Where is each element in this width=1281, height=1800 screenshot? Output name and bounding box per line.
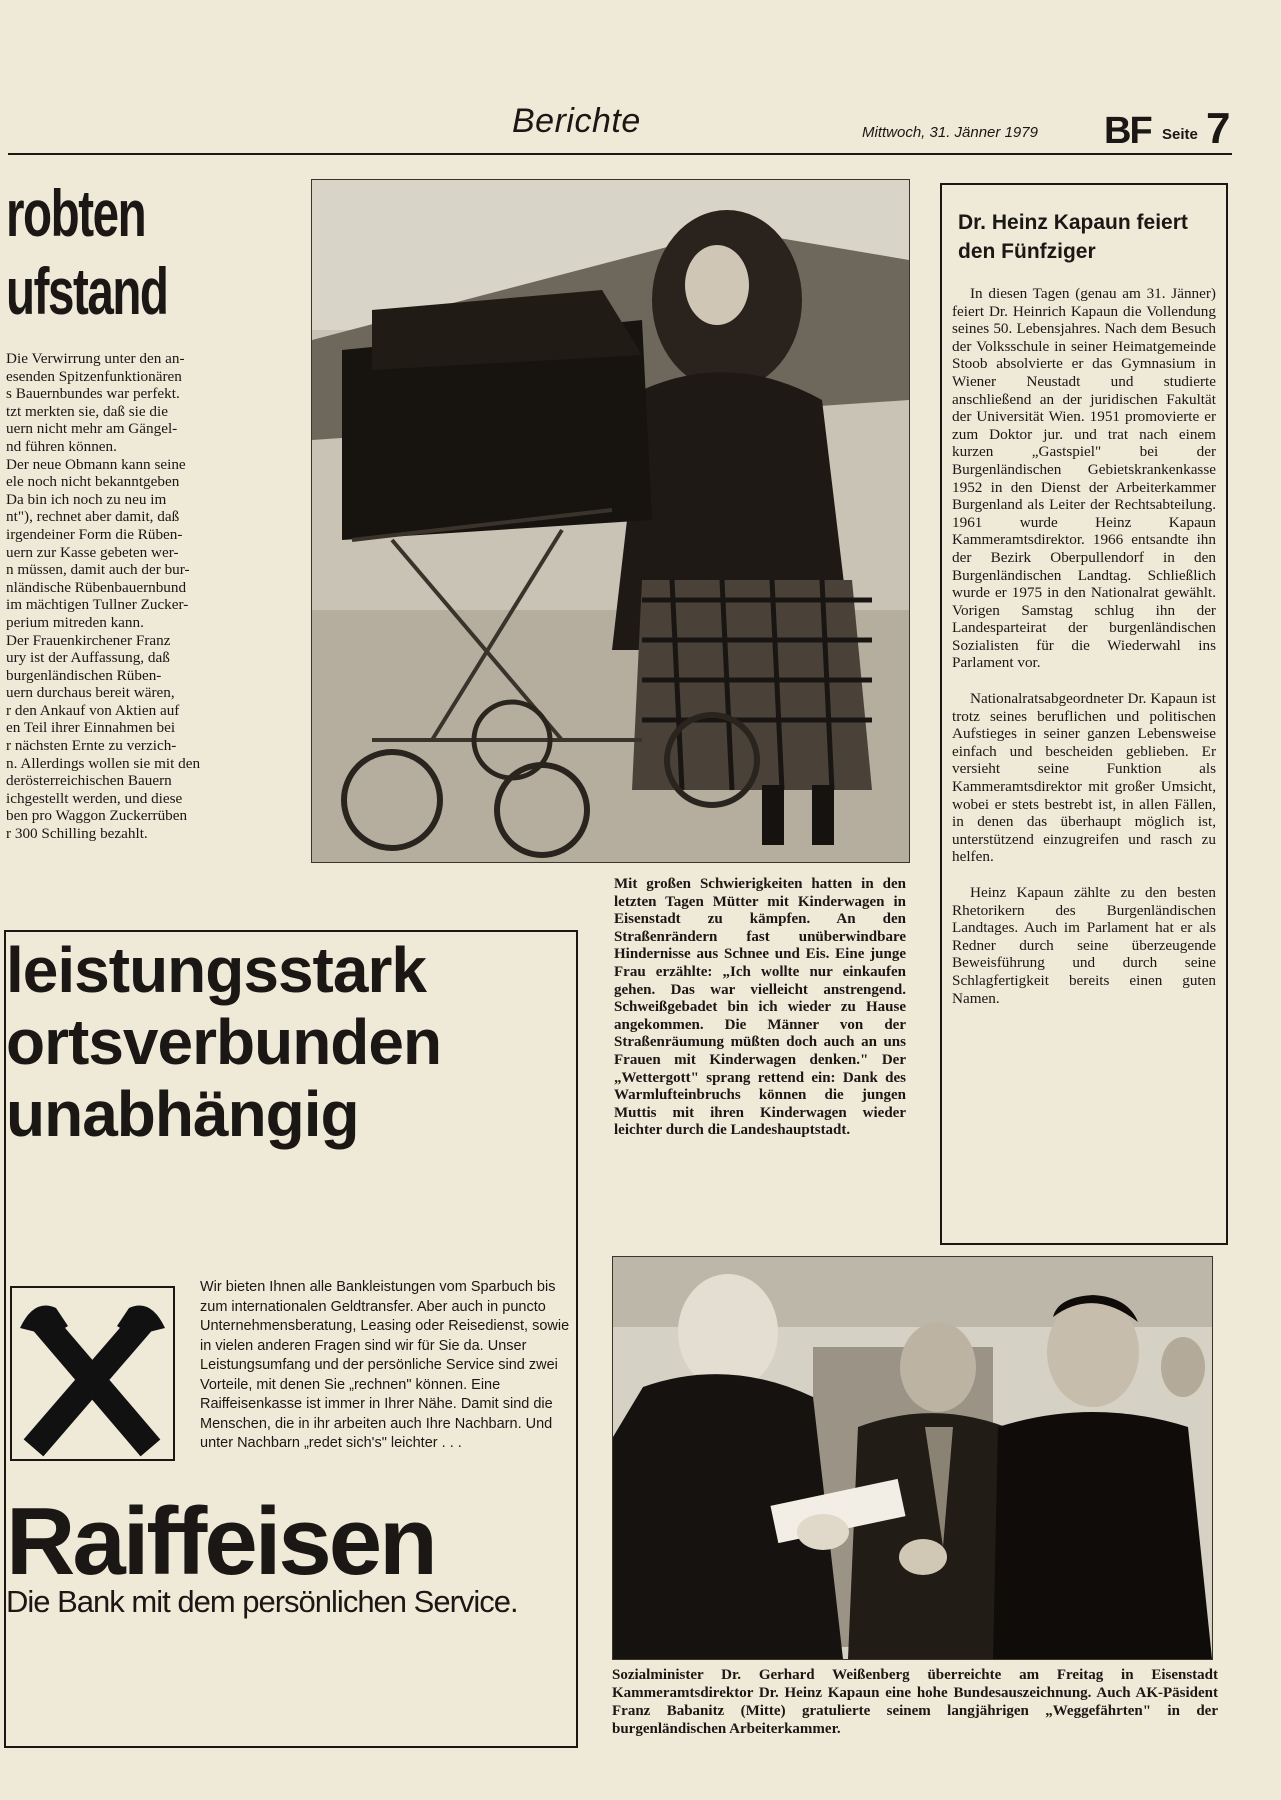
kapaun-paragraph: In diesen Tagen (genau am 31. Jänner) feiert Dr. Heinrich Kapaun die Vollendung seines 50. Lebensjahres. Nach dem Besuch der Volksschule in seiner Heimatgemeinde Stoob absolvierte er das Gymnasium in Wiener Neustadt und studierte anschließend an der juridischen Fakultät der Universität Wien. 1951 promovierte er zum Doktor jur. und trat nach einem kurzen „Gastspiel" bei der Burgenländischen Gebietskrankenkasse 1952 in den Dienst der Arbeiterkammer Burgenland als Leiter der Rechtsabteilung. 1961 wurde Heinz Kapaun Kammeramtsdirektor. 1966 entsandte ihn der Bezirk Oberpullendorf in den Burgenländischen Landtag. Schließlich wurde er 1975 in den Nationalrat gewählt. Vorigen Samstag schlug ihn der Landesparteirat der burgenländischen Sozialisten für die Wiederwahl ins Parlament vor. bbox=[952, 285, 1216, 672]
raiffeisen-logo bbox=[10, 1286, 175, 1461]
ad-brand-name: Raiffeisen bbox=[6, 1488, 435, 1595]
award-photo-caption: Sozialminister Dr. Gerhard Weißenberg überreichte am Freitag in Eisenstadt Kammeramtsdirektor Dr. Heinz Kapaun eine hohe Bundesauszeichnung. Auch AK-Päsident Franz Babanitz (Mitte) gratulierte seinem langjährigen „Weggefährten" in der burgenländischen Arbeiterkammer. bbox=[612, 1667, 1218, 1737]
award-photo bbox=[612, 1256, 1213, 1660]
issue-date: Mittwoch, 31. Jänner 1979 bbox=[862, 124, 1038, 141]
kapaun-article-body bbox=[952, 285, 1216, 1025]
header-rule bbox=[8, 153, 1232, 155]
headline-line2: ufstand bbox=[6, 254, 168, 328]
page-label: Seite bbox=[1162, 126, 1198, 143]
pram-photo-image bbox=[312, 180, 909, 862]
crossed-gables-icon bbox=[12, 1288, 173, 1459]
newspaper-logo: BF bbox=[1104, 110, 1151, 152]
left-paragraph: Der neue Obmann kann seine ele noch nicht bekanntgeben Da bin ich noch zu neu im nt"), rechnet aber damit, daß irgendeiner Form die Rüben- uern zur Kasse gebeten wer- n müssen, damit auch der bur- nländische Rübenbauernbund im mächtigen Tullner Zucker- perium mitreden kann. bbox=[6, 455, 190, 631]
pram-photo-caption: Mit großen Schwierigkeiten hatten in den letzten Tagen Mütter mit Kinderwagen in Eisenstadt zu kämpfen. An den Straßenrändern fast unüberwindbare Hindernisse aus Schnee und Eis. Eine junge Frau erzählte: „Ich wollte nur einkaufen gehen. Das war vielleicht anstrengend. Schweißgebadet bin ich wieder zu Hause angekommen. Die Männer von der Straßenräumung müßten doch auch an uns Frauen mit Kinderwagen denken." Der „Wettergott" sprang rettend ein: Dank des Warmlufteinbruchs können die jungen Muttis mit ihren Kinderwagen wieder leichter durch die Landeshauptstadt. bbox=[614, 876, 906, 1139]
ad-slogan-line1: leistungsstark bbox=[6, 934, 426, 1006]
ad-body-text: Wir bieten Ihnen alle Bankleistungen vom Sparbuch bis zum internationalen Geldtransfer. Aber auch in puncto Unternehmensberatung, Leasing oder Reisedienst, sowie in vielen anderen Fragen sind wir für Sie da. Unser Leistungsumfang und der persönliche Service sind zwei Vorteile, mit denen Sie „rechnen" können. Eine Raiffeisenkasse ist immer in Ihrer Nähe. Damit sind die Menschen, die in ihr arbeiten auch Ihre Nachbarn. Und unter Nachbarn „redet sich's" leichter . . . bbox=[200, 1279, 570, 1451]
section-title: Berichte bbox=[512, 102, 641, 140]
kapaun-paragraph: Nationalratsabgeordneter Dr. Kapaun ist trotz seines beruflichen und politischen Aufstieges in seiner ganzen Lebensweise einfach und bescheiden geblieben. Er versieht seine Funktion als Kammeramtsdirektor mit großer Umsicht, wobei er stets bestrebt ist, in allen Fällen, in denen das überhaupt möglich ist, unterstützend einzugreifen und rasch zu helfen. bbox=[952, 690, 1216, 866]
pram-photo bbox=[311, 179, 910, 863]
left-paragraph: Die Verwirrung unter den an- esenden Spitzenfunktionären s Bauernbundes war perfekt. tzt merkten sie, daß sie die uern nicht mehr am Gängel- nd führen können. bbox=[6, 350, 185, 455]
kapaun-paragraph: Heinz Kapaun zählte zu den besten Rhetorikern des Burgenländischen Landtages. Auch im Parlament hat er als Redner durch seine überzeugende Beweisführung und durch seine Schlagfertigkeit bereits einen guten Namen. bbox=[952, 884, 1216, 1007]
ad-slogan-line3: unabhängig bbox=[6, 1078, 359, 1150]
award-photo-image bbox=[613, 1257, 1212, 1659]
ad-tagline: Die Bank mit dem persönlichen Service. bbox=[6, 1584, 518, 1619]
left-paragraph: Der Frauenkirchener Franz ury ist der Auffassung, daß burgenländischen Rüben- uern durchaus bereit wären, r den Ankauf von Aktien auf en Teil ihrer Einnahmen bei r nächsten Ernte zu verzich- n. Allerdings wollen sie mit den derösterreichischen Bauern ichgestellt werden, und diese ben pro Waggon Zuckerrüben r 300 Schilling bezahlt. bbox=[6, 631, 201, 843]
ad-slogan-line2: ortsverbunden bbox=[6, 1006, 442, 1078]
page-number: 7 bbox=[1206, 104, 1231, 153]
left-article-body bbox=[6, 350, 278, 843]
kapaun-article-title: Dr. Heinz Kapaun feiert den Fünfziger bbox=[958, 211, 1188, 263]
headline-line1: robten bbox=[6, 176, 146, 250]
